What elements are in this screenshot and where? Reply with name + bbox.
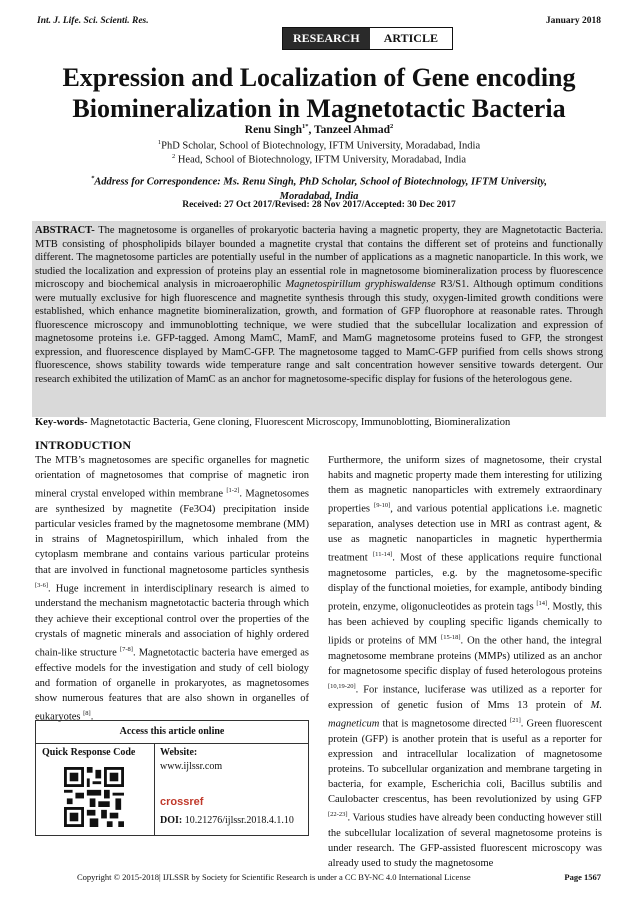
abstract-label: ABSTRACT- — [35, 225, 95, 236]
body-text: . Magnetosomes are synthesized by magnetite (Fe3O4) precipitation inside particular vesicles framed by the magnetosome membrane (MM) in strains of Magnetospirillum, which inhaled from the cytoplasm membrane and contains various particular proteins that are involved in functional magnetosome particles synthesis — [35, 488, 309, 576]
correspondence-sup: * — [90, 175, 95, 182]
title-line-1: Expression and Localization of Gene encoding — [62, 63, 576, 92]
citation: [1-2] — [226, 487, 240, 495]
abstract — [35, 224, 603, 387]
correspondence-line-1: Address for Correspondence: Ms. Renu Singh, PhD Scholar, School of Biotechnology, IFTM University, — [94, 176, 548, 188]
doi-value[interactable]: 10.21276/ijlssr.2018.4.1.10 — [182, 815, 294, 826]
article-type-badge — [282, 27, 453, 50]
body-text: . Mostly, this has been achieved by coupling specific ligands chemically to lipids or proteins of MM — [328, 601, 602, 647]
affiliation-1 — [0, 139, 638, 152]
citation: [22-23] — [328, 811, 348, 819]
doi — [160, 815, 294, 826]
citation: [15-18] — [441, 634, 461, 642]
keywords-text: Magnetotactic Bacteria, Gene cloning, Fluorescent Microscopy, Immunoblotting, Biomineralization — [87, 417, 511, 428]
keywords-label: Key-words- — [35, 417, 88, 428]
body-text: The MTB’s magnetosomes are specific organelles for magnetic orientation of magnetosomes that comprise of magnetic iron mineral crystal enveloped within membrane — [35, 455, 309, 500]
body-text: . Huge increment in interdisciplinary research is aimed to understand the mechanism magnetotactic bacteria through which they achieve their exceptional control over the properties of the crystals of magnetic minerals and association of highly ordered chain-like structure — [35, 583, 309, 659]
page-number: Page 1567 — [564, 872, 601, 882]
citation: [8] — [83, 710, 91, 717]
body-text: . On the other hand, the integral magnetosome membrane proteins (MMPs) utilized as an anchor for magnetosome specific display of fused heterologous proteins — [328, 635, 602, 678]
copyright-notice: Copyright © 2015-2018| IJLSSR by Society for Scientific Research is under a CC BY-NC 4.0 International License — [77, 872, 471, 882]
citation: [14] — [536, 600, 548, 608]
body-text: . — [90, 711, 94, 723]
citation: [9-10] — [374, 502, 391, 510]
correspondence — [60, 172, 578, 204]
website-label: Website: — [160, 747, 198, 758]
journal-name: Int. J. Life. Sci. Scienti. Res. — [37, 16, 149, 26]
access-online-box — [35, 720, 309, 836]
body-text: . Magnetotactic bacteria have emerged as effective models for the investigation and study of cell biology and formation of organelle in prokaryotes, as magnetosomes show numerous features that are also shown in organelles of eukaryotes — [35, 647, 309, 723]
author-1-sup: 1* — [301, 123, 309, 130]
body-text: . Most of these applications require functional magnetosome particles, e.g. by the magnetosome-specific display of the functional moieties, for example, antibody binding protein, enzyme, oligonucleotides as protein tags — [328, 552, 602, 613]
website-link[interactable]: www.ijlssr.com — [160, 761, 223, 772]
citation: [21] — [509, 717, 521, 724]
affiliation-2-text: Head, School of Biotechnology, IFTM University, Moradabad, India — [175, 154, 467, 166]
introduction-heading: INTRODUCTION — [35, 438, 132, 452]
qr-code-icon[interactable] — [64, 767, 124, 827]
affiliation-2-sup: 2 — [171, 153, 176, 160]
badge-research: RESEARCH — [283, 28, 370, 49]
body-text: . Various studies have already been conducting however still the subcellular localization of several magnetosome proteins is under research. The GFP-assisted fluorescent microscopy was already used to study the magnetosome — [328, 812, 602, 870]
species-name: M. magneticum — [328, 699, 602, 730]
qr-label: Quick Response Code — [42, 747, 136, 758]
citation: [11-14] — [373, 551, 393, 559]
abstract-text-2: R3/S1. Although optimum conditions were mutually exclusive for high fluorescence and magnetite synthesis through this study, oxygen-limited growth conditions were established, which enhance magnetite biomineralization, growth, and formation of GFP fluorophore at reasonable rates. Through fluorescence microscopy and immunoblotting technique, we were studied that the subcellular localization and expression of magnetosome proteins i.e. GFP-tagged. Among MamC, MamF, and MamG magnetosome proteins fused to GFP, the strongest expression, and fluorescence displayed by MamC-GFP. The magnetosome tagged to MamC-GFP purified from cells shows strong fluorescence, shows stability towards wide temperature range and salt concentration however sensitive towards detergent. Our research exhibited the utilization of MamC as an anchor for magnetosome-specific display for fusions of the heterologous gene. — [35, 279, 603, 386]
citation: [10,19-20] — [328, 683, 356, 691]
crossref-logo-icon[interactable] — [160, 790, 208, 808]
access-box-title: Access this article online — [36, 721, 308, 744]
paper-title — [0, 62, 638, 124]
author-sep: , — [308, 123, 315, 136]
intro-column-2 — [328, 453, 602, 872]
body-text: that is magnetosome directed — [379, 718, 510, 730]
affiliation-1-sup: 1 — [157, 139, 162, 146]
body-text: . Green fluorescent protein (GFP) is another protein that is useful as a reporter for expression and intracellular localization of magnetosome proteins. To subcellular organization and membrane targeting in bacteria, for example, Escherichia coli, Bacillus subtilis and Caulobacter crescentus, has been revolutionized by using GFP — [328, 718, 602, 806]
abstract-text-1: The magnetosome is organelles of prokaryotic bacteria having a magnetic property, they are Magnetotactic Bacteria. MTB consisting of phospholipids bilayer bounded a magnetite crystal that contains the different set of proteins and functionally different. The magnetosome particles are potentially useful in the number of applications as a magnetic nanoparticle. In this work, we studied the localization and expression of proteins play an essential role in magnetosome biomineralization process by fluorescence microscopy and biochemical analysis in microaerophilic — [35, 225, 603, 291]
qr-cell — [36, 743, 155, 835]
author-2: Tanzeel Ahmad — [314, 123, 390, 136]
website-cell — [155, 743, 308, 835]
title-line-2: Biomineralization in Magnetotactic Bacteria — [72, 94, 566, 123]
correspondence-line-2: Moradabad, India — [279, 190, 359, 202]
doi-label: DOI: — [160, 815, 183, 826]
body-text: , and various potential applications i.e. magnetic separation, analyses detection use in MRI as contrast agent, & use as magnetic nanoparticles in magnetic hyperthermia treatment — [328, 503, 602, 564]
authors — [0, 123, 638, 136]
keywords — [35, 416, 603, 430]
crossref-logo-text: crossref — [160, 796, 204, 808]
badge-article: ARTICLE — [370, 28, 452, 49]
affiliation-1-text: PhD Scholar, School of Biotechnology, IFTM University, Moradabad, India — [161, 140, 481, 152]
affiliation-2 — [0, 153, 638, 166]
citation: [3-6] — [35, 581, 48, 589]
citation: [7-8] — [119, 645, 133, 653]
author-1: Renu Singh — [244, 123, 302, 136]
received-dates: Received: 27 Oct 2017/Revised: 28 Nov 2017/Accepted: 30 Dec 2017 — [182, 200, 456, 210]
body-text: Furthermore, the uniform sizes of magnetosome, their crystal habits and magnetic property made them interesting for utilizing them as magnetic nanoparticles with extremely extraordinary properties — [328, 455, 602, 515]
intro-column-1 — [35, 453, 309, 725]
abstract-species: Magnetospirillum gryphiswaldense — [285, 279, 436, 291]
issue-date: January 2018 — [545, 16, 601, 26]
body-text: . For instance, luciferase was utilized as a reporter for expression of genetic fusion of Mms 13 protein of — [328, 684, 602, 711]
author-2-sup: 2 — [389, 123, 394, 130]
